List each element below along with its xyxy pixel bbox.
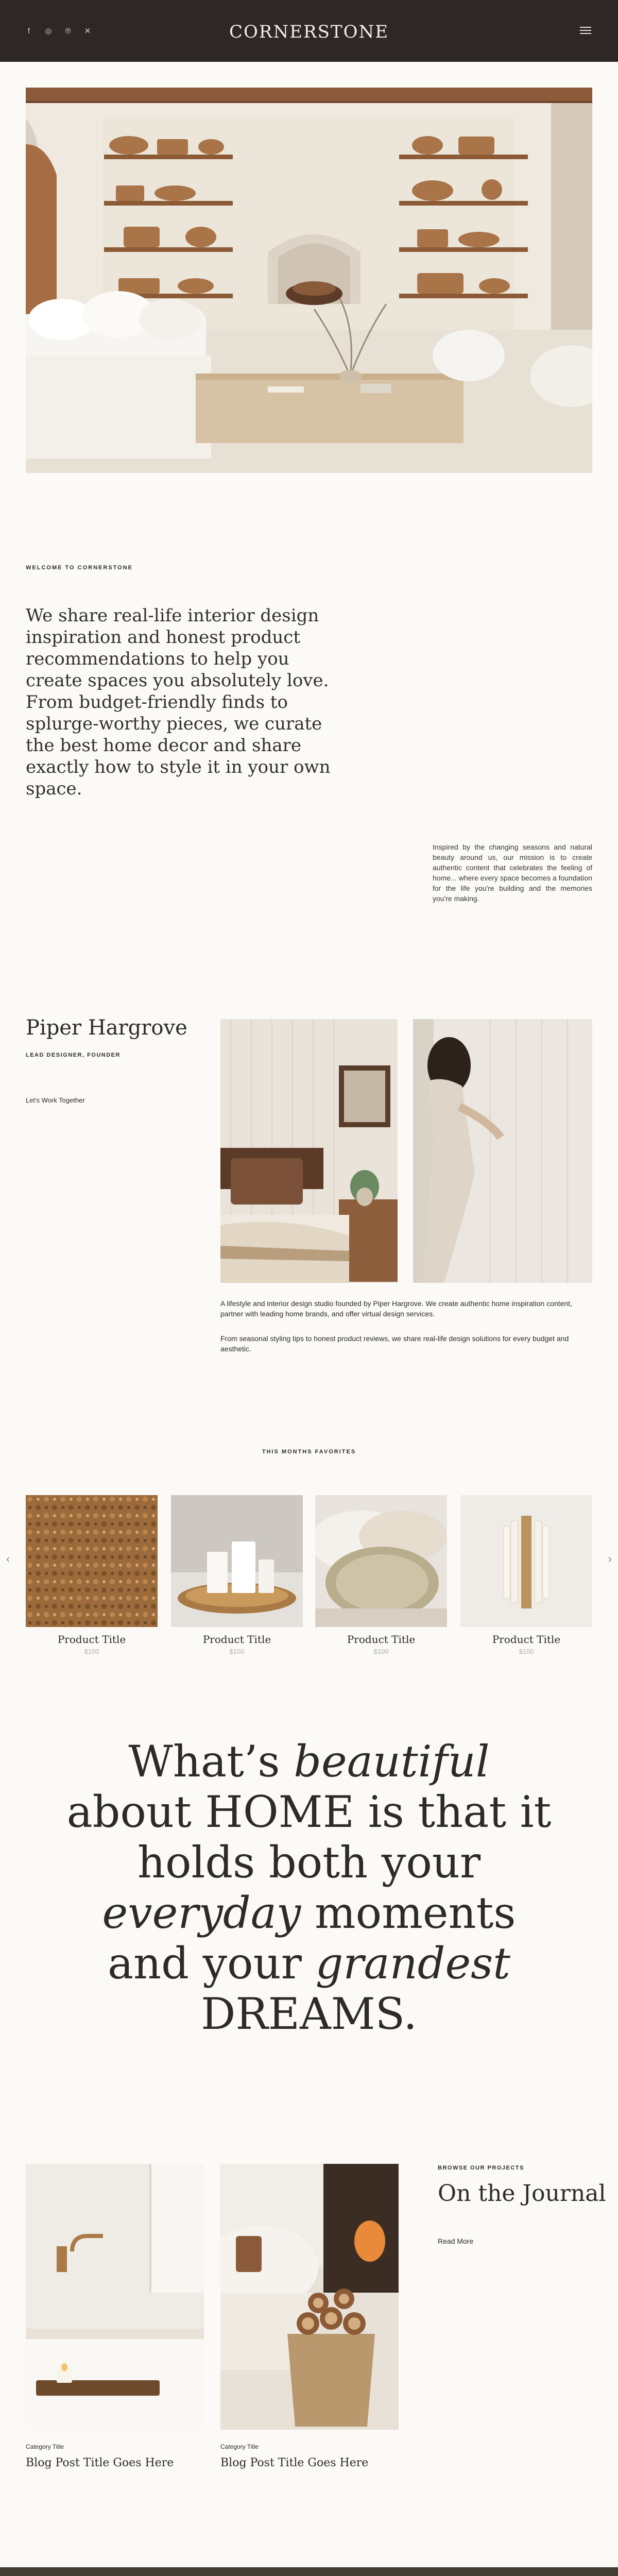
post-title[interactable]: Blog Post Title Goes Here	[26, 2456, 174, 2469]
site-logo[interactable]: CORNERSTONE	[229, 22, 389, 42]
site-header	[0, 0, 618, 62]
read-more-link[interactable]: Read More	[438, 2237, 474, 2245]
product-title[interactable]: Product Title	[347, 1633, 416, 1646]
product-price: $100	[229, 1648, 245, 1655]
blog-post-card[interactable]	[220, 2164, 399, 2469]
wallpaper-product-image[interactable]	[26, 1495, 158, 1627]
lavender-field-background	[0, 2567, 618, 2576]
product-card[interactable]	[315, 1495, 447, 1655]
pillows-product-image[interactable]	[315, 1495, 447, 1627]
founder-photo	[413, 1019, 592, 1283]
product-price: $100	[373, 1648, 389, 1655]
founder-role: LEAD DESIGNER, FOUNDER	[26, 1052, 121, 1058]
chevron-right-icon[interactable]: ›	[608, 1552, 612, 1565]
home-quote: What’s beautiful about HOME is that it holds both your everyday moments and your grandest DREAMS.	[66, 1736, 552, 2039]
post-category: Category Title	[220, 2443, 259, 2450]
candle-tray-product-image[interactable]	[171, 1495, 303, 1627]
product-card[interactable]	[26, 1495, 158, 1655]
about-paragraph-1: A lifestyle and interior design studio founded by Piper Hargrove. We create authentic home inspiration content, partner with leading home brands, and offer virtual design services.	[220, 1299, 573, 1318]
intro-statement: We share real-life interior design inspiration and honest product recommendations to help you create spaces you absolutely love. From budget-friendly finds to splurge-worthy pieces, we curate the best home decor and share exactly how to style it in your own space.	[26, 605, 331, 799]
hero-image	[26, 88, 592, 473]
blog-post-card[interactable]	[26, 2164, 204, 2469]
product-card[interactable]	[171, 1495, 303, 1655]
about-paragraph-2: From seasonal styling tips to honest product reviews, we share real-life design solutions for every budget and aesthetic.	[220, 1334, 569, 1353]
menu-icon[interactable]	[580, 27, 591, 34]
instagram-icon[interactable]: ◎	[45, 26, 52, 36]
firewood-post-image[interactable]	[220, 2164, 399, 2430]
intro-eyebrow: WELCOME TO CORNERSTONE	[26, 565, 133, 571]
chevron-left-icon[interactable]: ‹	[6, 1552, 10, 1565]
x-icon[interactable]: ✕	[84, 26, 91, 36]
post-title[interactable]: Blog Post Title Goes Here	[220, 2456, 369, 2469]
journal-heading: On the Journal	[438, 2180, 606, 2207]
bath-post-image[interactable]	[26, 2164, 204, 2430]
work-together-link[interactable]: Let's Work Together	[26, 1096, 85, 1104]
product-price: $100	[84, 1648, 99, 1655]
product-title[interactable]: Product Title	[57, 1633, 126, 1646]
product-price: $100	[519, 1648, 534, 1655]
bedroom-photo	[220, 1019, 398, 1283]
product-card[interactable]	[460, 1495, 592, 1655]
facebook-icon[interactable]: f	[27, 26, 30, 36]
founder-name: Piper Hargrove	[26, 1016, 187, 1040]
browse-projects-eyebrow: BROWSE OUR PROJECTS	[438, 2165, 524, 2171]
sconce-product-image[interactable]	[460, 1495, 592, 1627]
product-title[interactable]: Product Title	[202, 1633, 271, 1646]
favorites-heading: THIS MONTHS FAVORITES	[262, 1449, 356, 1455]
intro-mission-text: Inspired by the changing seasons and natural beauty around us, our mission is to create authentic content that celebrates the feeling of home... where every space becomes a foundation for the life you're building and the memories you're making.	[433, 843, 592, 903]
product-title[interactable]: Product Title	[492, 1633, 561, 1646]
pinterest-icon[interactable]: ℗	[65, 26, 71, 36]
post-category: Category Title	[26, 2443, 64, 2450]
